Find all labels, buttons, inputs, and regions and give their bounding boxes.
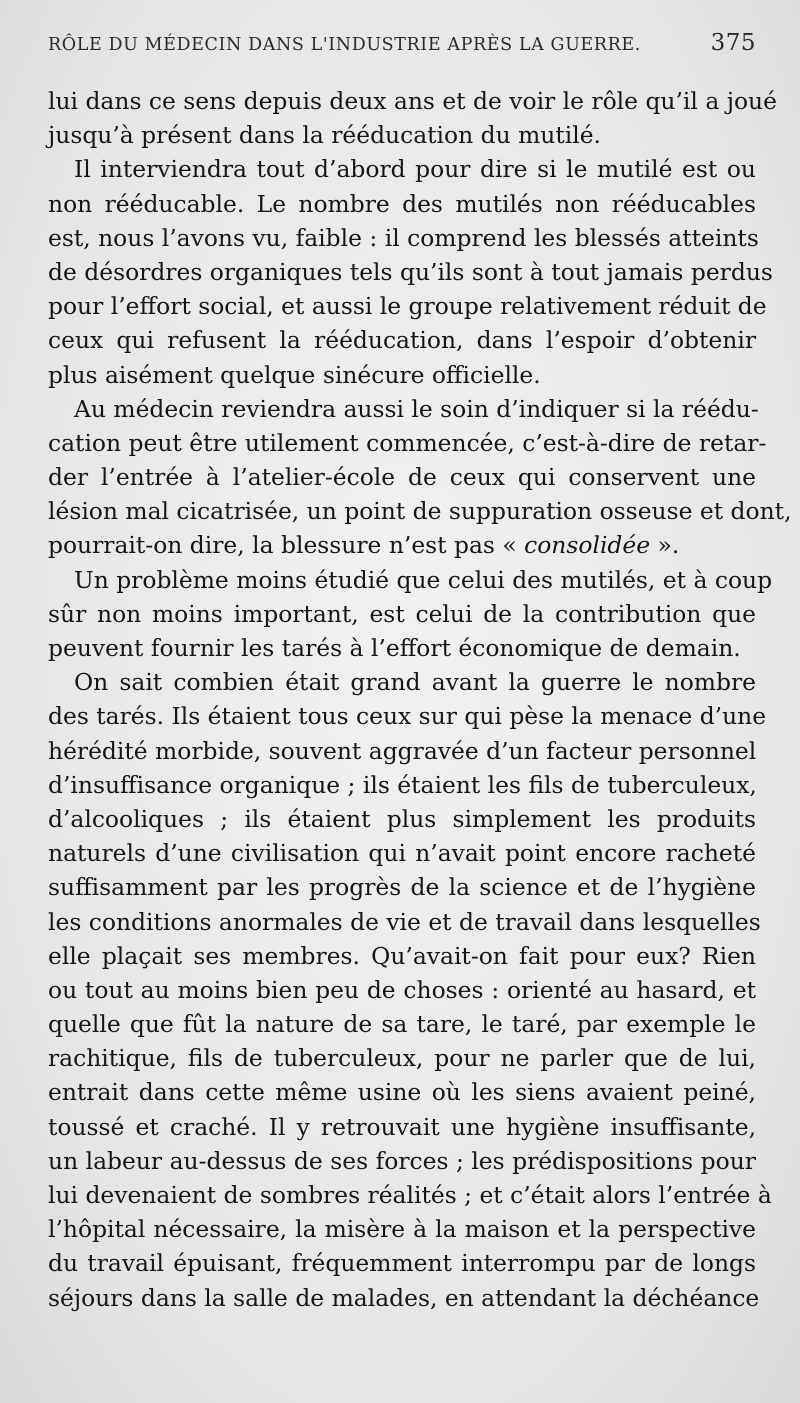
text-line: [48, 392, 759, 426]
text-line: [48, 1246, 756, 1280]
text-line-content: der l’entrée à l’atelier-école de ceux qui conservent une: [48, 463, 756, 492]
text-line-content: ceux qui refusent la rééducation, dans l’espoir d’obtenir: [48, 326, 756, 355]
text-line: [48, 1041, 756, 1075]
text-line-content: les conditions anormales de vie et de travail dans lesquelles: [48, 907, 761, 936]
text-line: [48, 1075, 756, 1109]
text-line-content: Il interviendra tout d’abord pour dire si le mutilé est ou: [74, 155, 756, 184]
text-line-content: jusqu’à présent dans la rééducation du mutilé.: [48, 121, 601, 150]
text-line-content: hérédité morbide, souvent aggravée d’un facteur personnel: [48, 736, 757, 765]
text-line-content: naturels d’une civilisation qui n’avait point encore racheté: [48, 839, 756, 868]
text-line-content: Au médecin reviendra aussi le soin d’indiquer si la réédu-: [74, 394, 759, 423]
text-line-content: du travail épuisant, fréquemment interrompu par de longs: [48, 1249, 756, 1278]
text-line: [48, 973, 756, 1007]
text-line: [48, 323, 756, 357]
text-line: [48, 665, 756, 699]
text-line-content: sûr non moins important, est celui de la contribution que: [48, 599, 756, 628]
text-line-content: de désordres organiques tels qu’ils sont à tout jamais perdus: [48, 257, 773, 286]
text-line: [48, 358, 756, 392]
text-line: [48, 118, 756, 152]
text-line-content: plus aisément quelque sinécure officielle.: [48, 360, 541, 389]
text-line-content: cation peut être utilement commencée, c’est-à-dire de retar-: [48, 428, 767, 457]
text-line-content: ou tout au moins bien peu de choses : orienté au hasard, et: [48, 975, 756, 1004]
text-line-content: peuvent fournir les tarés à l’effort économique de demain.: [48, 634, 741, 662]
text-line: [48, 494, 792, 528]
text-line: [48, 255, 773, 289]
running-head: [48, 30, 756, 76]
text-line: [48, 1281, 760, 1315]
text-line-content: quelle que fût la nature de sa tare, le taré, par exemple le: [48, 1010, 756, 1039]
text-line: [48, 460, 756, 494]
text-line: [48, 939, 756, 973]
text-line: [48, 802, 756, 836]
text-line-content: lésion mal cicatrisée, un point de suppuration osseuse et dont,: [48, 497, 792, 526]
text-line: [48, 905, 761, 939]
text-line: [48, 1110, 756, 1144]
text-line: [48, 597, 756, 631]
text-line: [48, 84, 777, 118]
text-line: [48, 289, 767, 323]
page-number: 375: [710, 30, 756, 56]
text-line-content: un labeur au-dessus de ses forces ; les prédispositions pour: [48, 1146, 756, 1175]
text-line-content: suffisamment par les progrès de la science et de l’hygiène: [48, 873, 756, 902]
text-line-content: des tarés. Ils étaient tous ceux sur qui pèse la menace d’une: [48, 702, 767, 731]
text-line-content: lui dans ce sens depuis deux ans et de voir le rôle qu’il a joué: [48, 87, 777, 115]
text-line-content: d’insuffisance organique ; ils étaient les fils de tuberculeux,: [48, 770, 757, 799]
body-text: [48, 84, 792, 1315]
text-line: [48, 768, 756, 802]
text-line-content: séjours dans la salle de malades, en attendant la déchéance: [48, 1283, 760, 1312]
text-line: [48, 836, 756, 870]
text-line: [48, 631, 756, 665]
text-line-content: d’alcooliques ; ils étaient plus simplement les produits: [48, 804, 756, 833]
text-line-content: On sait combien était grand avant la guerre le nombre: [74, 668, 756, 697]
text-line: [48, 1212, 756, 1246]
text-line: [48, 426, 767, 460]
text-line: [48, 699, 767, 733]
running-title: RÔLE DU MÉDECIN DANS L'INDUSTRIE APRÈS LA GUERRE.: [48, 35, 641, 55]
text-line-content: l’hôpital nécessaire, la misère à la maison et la perspective: [48, 1215, 756, 1244]
text-line: [48, 734, 756, 768]
text-line: [48, 563, 773, 597]
text-line: [48, 187, 756, 221]
text-line-content: entrait dans cette même usine où les siens avaient peiné,: [48, 1078, 756, 1107]
text-line-content: pourrait-on dire, la blessure n’est pas «: [48, 531, 525, 560]
text-line: [48, 152, 756, 186]
text-line: [48, 221, 759, 255]
text-line-content: elle plaçait ses membres. Qu’avait-on fait pour eux? Rien: [48, 941, 756, 970]
text-line-content: lui devenaient de sombres réalités ; et c’était alors l’entrée à: [48, 1181, 772, 1209]
text-line-tail: ».: [650, 531, 680, 560]
text-line: [48, 528, 756, 562]
text-line-content: toussé et craché. Il y retrouvait une hygiène insuffisante,: [48, 1112, 756, 1141]
text-line: [48, 1178, 772, 1212]
text-line: [48, 870, 756, 904]
text-line: [48, 1007, 756, 1041]
text-line: [48, 1144, 756, 1178]
text-line-content: Un problème moins étudié que celui des mutilés, et à coup: [74, 565, 773, 594]
italic-term: consolidée: [524, 531, 651, 560]
text-line-content: rachitique, fils de tuberculeux, pour ne parler que de lui,: [48, 1044, 756, 1073]
text-line-content: est, nous l’avons vu, faible : il comprend les blessés atteints: [48, 223, 759, 252]
text-line-content: pour l’effort social, et aussi le groupe relativement réduit de: [48, 292, 767, 321]
text-line-content: non rééducable. Le nombre des mutilés non rééducables: [48, 189, 756, 218]
